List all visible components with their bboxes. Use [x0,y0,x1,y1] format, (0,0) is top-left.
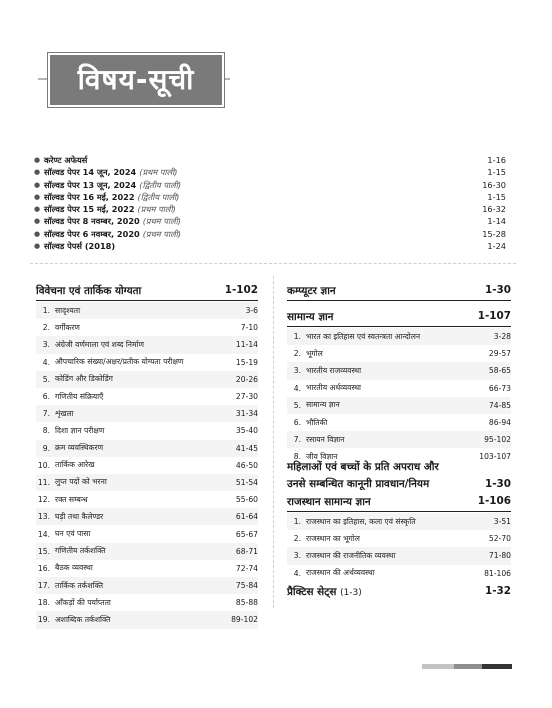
item-pages: 68-71 [235,546,258,556]
list-item [36,491,258,508]
general-list [287,328,511,466]
item-pages: 52-70 [488,534,511,544]
item-label: कोडिंग और डिकोडिंग [55,374,113,384]
women-heading-line1: महिलाओं एवं बच्चों के प्रति अपराध और [287,461,439,473]
item-label: गणितीय संक्रियाएँ [55,391,104,401]
list-item [287,414,511,431]
top-list-label: करेण्ट अफेयर्स [44,155,88,165]
list-item [36,577,258,594]
list-item [36,405,258,422]
list-item [36,543,258,560]
item-number: 5. [293,400,301,410]
item-label: भौतिकी [306,417,328,427]
item-label: गणितीय तर्कशक्ति [55,546,106,556]
top-list-item [34,203,506,215]
women-heading-pages: 1-30 [484,478,511,490]
item-pages: 41-45 [235,443,258,453]
bullet-icon: ● [34,180,41,189]
item-number: 8. [293,452,301,462]
list-item [36,302,258,319]
item-label: भारतीय राजव्यवस्था [306,365,362,375]
item-number: 3. [42,340,50,350]
women-heading-line2: उनसे सम्बन्धित कानूनी प्रावधान/नियम [287,478,430,490]
top-list-item [34,240,506,252]
item-number: 3. [293,551,301,561]
footer-bar-mid [454,664,482,669]
top-list-pages: 16-30 [482,179,506,190]
top-list-item [34,154,506,166]
list-item [36,474,258,491]
item-pages: 31-34 [235,409,258,419]
practice-pages: 1-32 [484,585,511,597]
rajasthan-heading [287,495,511,512]
top-list-pages: 1-24 [487,241,506,252]
item-label: राजस्थान का भूगोल [306,533,360,543]
top-list-pages: 1-15 [487,167,506,178]
item-label: घड़ी तथा कैलेण्डर [55,511,104,521]
bullet-icon: ● [34,205,41,214]
item-pages: 15-19 [235,357,258,367]
bullet-icon: ● [34,242,41,251]
item-label: राजस्थान की अर्थव्यवस्था [306,568,375,578]
list-item [287,431,511,448]
item-label: भारत का इतिहास एवं स्वतन्त्रता आन्दोलन [306,331,421,341]
list-item [36,422,258,439]
bullet-icon: ● [34,156,41,164]
reasoning-heading [36,284,258,301]
item-pages: 7-10 [240,323,258,333]
item-number: 6. [42,392,50,402]
item-label: शृंखला [55,408,74,418]
item-pages: 46-50 [235,460,258,470]
computer-heading [287,284,511,301]
item-number: 16. [37,563,50,573]
item-pages: 66-73 [488,383,511,393]
general-heading-label: सामान्य ज्ञान [287,311,334,323]
list-item [36,560,258,577]
item-number: 14. [37,529,50,539]
top-list-item [34,228,506,240]
top-list-note: (प्रथम पाली) [142,228,181,239]
item-number: 2. [42,323,50,333]
top-list-note: (प्रथम पाली) [139,167,178,178]
item-number: 4. [293,568,301,578]
top-list-note: (प्रथम पाली) [137,204,176,215]
item-label: भारतीय अर्थव्यवस्था [306,383,362,393]
item-label: जीव विज्ञान [306,451,338,461]
item-number: 1. [42,306,50,316]
item-number: 19. [37,615,50,625]
list-item [287,513,511,530]
top-list [34,154,506,252]
list-item [36,508,258,525]
top-list-label: सॉल्वड पेपर 13 जून, 2024 [44,179,137,190]
item-pages: 89-102 [231,615,258,625]
item-pages: 3-28 [493,332,511,342]
reasoning-list [36,302,258,629]
item-number: 6. [293,418,301,428]
women-heading [287,459,511,493]
item-label: औपचारिक संख्या/अक्षर/प्रतीक योग्यता परीक्षण [55,357,184,367]
list-item [36,457,258,474]
item-pages: 61-64 [235,512,258,522]
item-pages: 75-84 [235,581,258,591]
top-list-label: सॉल्वड पेपर 6 नवम्बर, 2020 [44,228,140,239]
top-list-pages: 1-16 [487,155,506,165]
list-item [36,371,258,388]
item-label: आँकड़ों की पर्याप्तता [55,597,111,607]
general-heading-pages: 1-107 [477,310,511,322]
item-number: 3. [293,366,301,376]
list-item [36,525,258,542]
footer-bar-light [422,664,454,669]
list-item [287,362,511,379]
item-number: 7. [42,409,50,419]
practice-range: (1-3) [340,588,362,598]
section-divider [30,263,516,264]
item-number: 15. [37,546,50,556]
list-item [287,380,511,397]
top-list-label: सॉल्वड पेपर 8 नवम्बर, 2020 [44,216,140,227]
top-list-label: सॉल्वड पेपर 16 मई, 2022 [44,191,135,202]
reasoning-heading-label: विवेचना एवं तार्किक योग्यता [36,285,142,297]
item-pages: 58-65 [488,366,511,376]
item-number: 4. [42,357,50,367]
item-pages: 3-51 [493,517,511,527]
title-box [48,53,224,107]
rajasthan-heading-label: राजस्थान सामान्य ज्ञान [287,496,371,508]
item-label: वर्गीकरण [55,322,80,332]
reasoning-heading-pages: 1-102 [224,284,258,296]
bullet-icon: ● [34,192,41,201]
list-item [287,565,511,582]
item-pages: 27-30 [235,392,258,402]
item-label: सामान्य ज्ञान [306,400,340,410]
bullet-icon: ● [34,168,41,177]
item-number: 4. [293,383,301,393]
item-label: राजस्थान का इतिहास, कला एवं संस्कृति [306,516,416,526]
item-label: रसायन विज्ञान [306,434,345,444]
list-item [36,388,258,405]
item-number: 17. [37,581,50,591]
item-number: 2. [293,534,301,544]
item-label: बैठक व्यवस्था [55,563,93,573]
computer-heading-label: कम्प्यूटर ज्ञान [287,285,336,297]
top-list-pages: 1-15 [487,191,506,202]
top-list-item [34,179,506,191]
item-pages: 85-88 [235,598,258,608]
item-pages: 3-6 [245,306,258,316]
column-divider [273,276,274,608]
list-item [36,440,258,457]
computer-heading-pages: 1-30 [484,284,511,296]
item-number: 8. [42,426,50,436]
top-list-label: सॉल्वड पेपर्स (2018) [44,241,116,252]
list-item [36,319,258,336]
item-label: दिशा ज्ञान परीक्षण [55,425,105,435]
top-list-item [34,215,506,227]
item-label: सादृश्यता [55,305,81,315]
rajasthan-list [287,513,511,582]
item-label: अंग्रेजी वर्णमाला एवं शब्द निर्माण [55,339,145,349]
item-pages: 81-106 [484,568,511,578]
top-list-pages: 16-32 [482,204,506,215]
top-list-pages: 1-14 [487,216,506,227]
item-pages: 51-54 [235,477,258,487]
item-pages: 86-94 [488,418,511,428]
list-item [287,547,511,564]
item-number: 18. [37,598,50,608]
item-label: लुप्त पदों को भरना [55,477,107,487]
list-item [287,530,511,547]
item-label: क्रम व्यवस्थिकरण [55,443,104,453]
top-list-label: सॉल्वड पेपर 15 मई, 2022 [44,204,135,215]
item-label: घन एवं पासा [55,529,91,539]
item-pages: 29-57 [488,349,511,359]
list-item [287,345,511,362]
item-number: 12. [37,495,50,505]
bullet-icon: ● [34,229,41,238]
footer-bar-dark [482,664,512,669]
item-pages: 95-102 [484,435,511,445]
item-pages: 65-67 [235,529,258,539]
top-list-note: (प्रथम पाली) [142,216,181,227]
item-number: 1. [293,332,301,342]
item-label: राजस्थान की राजनीतिक व्यवस्था [306,550,396,560]
item-pages: 55-60 [235,495,258,505]
item-pages: 71-80 [488,551,511,561]
list-item [36,611,258,628]
item-number: 2. [293,349,301,359]
list-item [36,354,258,371]
item-label: रक्त सम्बन्ध [55,494,88,504]
list-item [36,594,258,611]
top-list-item [34,191,506,203]
list-item [287,397,511,414]
general-heading [287,310,511,327]
item-pages: 20-26 [235,374,258,384]
item-pages: 35-40 [235,426,258,436]
list-item [287,328,511,345]
item-number: 1. [293,517,301,527]
item-pages: 103-107 [479,452,511,462]
item-pages: 11-14 [235,340,258,350]
item-number: 10. [37,460,50,470]
rajasthan-heading-pages: 1-106 [477,495,511,507]
page-title: विषय-सूची [77,63,195,96]
list-item [36,336,258,353]
practice-label: प्रैक्टिस सेट्स [287,586,337,598]
item-number: 5. [42,374,50,384]
item-number: 11. [37,477,50,487]
top-list-label: सॉल्वड पेपर 14 जून, 2024 [44,167,137,178]
top-list-note: (द्वितीय पाली) [139,179,182,190]
practice-heading [287,585,511,599]
item-pages: 72-74 [235,563,258,573]
top-list-item [34,166,506,178]
top-list-pages: 15-28 [482,228,506,239]
item-number: 13. [37,512,50,522]
item-label: भूगोल [306,348,323,358]
bullet-icon: ● [34,217,41,226]
item-pages: 74-85 [488,400,511,410]
item-number: 7. [293,435,301,445]
item-label: तार्किक आरेख [55,460,95,470]
item-label: तार्किक तर्कशक्ति [55,580,104,590]
item-label: अशाब्दिक तर्कशक्ति [55,614,111,624]
item-number: 9. [42,443,50,453]
top-list-note: (द्वितीय पाली) [137,191,180,202]
